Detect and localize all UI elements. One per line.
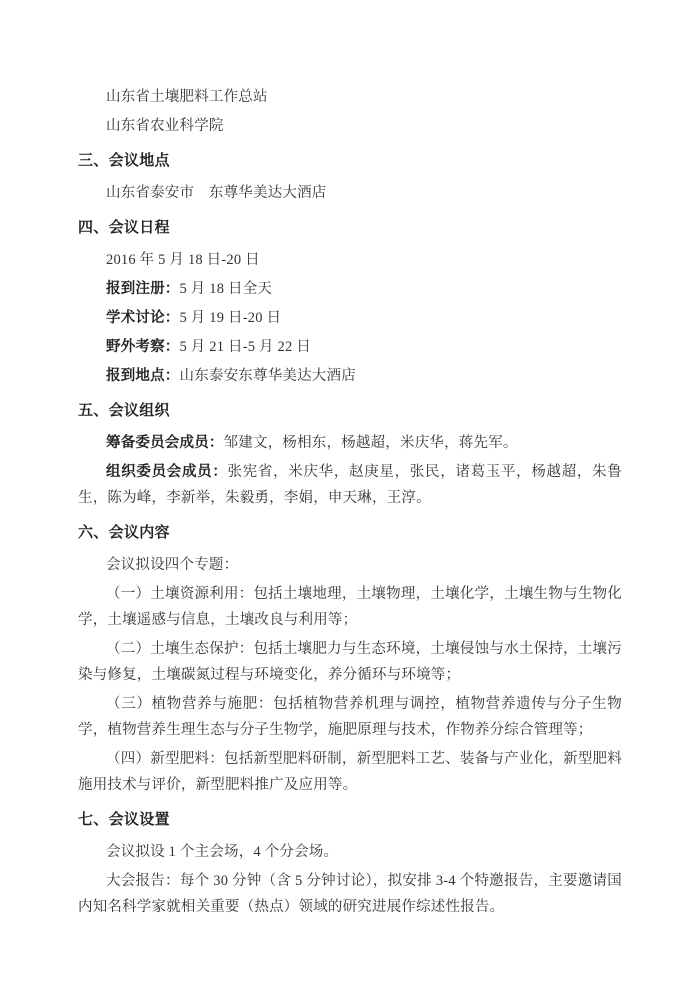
paragraph-text: 山东省土壤肥料工作总站 (106, 89, 268, 105)
paragraph-text: 5 月 18 日全天 (179, 281, 273, 297)
paragraph-text: （四）新型肥料：包括新型肥料研制，新型肥料工艺、装备与产业化，新型肥料施用技术与评价，新型肥料推广及应用等。 (78, 751, 622, 793)
section-heading (78, 520, 622, 546)
paragraph (78, 839, 622, 865)
section-heading (78, 398, 622, 424)
paragraph-text: 山东泰安东尊华美达大酒店 (179, 368, 356, 384)
paragraph-text: 2016 年 5 月 18 日-20 日 (106, 252, 260, 268)
section-heading (78, 807, 622, 833)
paragraph (78, 746, 622, 798)
paragraph-lead: 学术讨论： (106, 310, 180, 326)
paragraph-text: （二）土壤生态保护：包括土壤肥力与生态环境，土壤侵蚀与水土保持，土壤污染与修复，土壤碳氮过程与环境变化，养分循环与环境等； (78, 641, 622, 683)
paragraph-lead: 报到地点： (106, 368, 180, 384)
paragraph-text: 会议拟设 1 个主会场，4 个分会场。 (106, 844, 339, 860)
paragraph (78, 247, 622, 273)
paragraph (78, 276, 622, 302)
paragraph-text: 会议拟设四个专题： (106, 557, 239, 573)
heading-text: 三、会议地点 (78, 153, 170, 169)
paragraph-text: （三）植物营养与施肥：包括植物营养机理与调控，植物营养遗传与分子生物学，植物营养生理生态与分子生物学，施肥原理与技术，作物养分综合管理等； (78, 696, 622, 738)
heading-text: 四、会议日程 (78, 220, 170, 236)
paragraph-text: （一）土壤资源利用：包括土壤地理，土壤物理，土壤化学，土壤生物与生物化学，土壤遥感与信息，土壤改良与利用等； (78, 586, 622, 628)
paragraph-lead: 报到注册： (106, 281, 180, 297)
paragraph (78, 84, 622, 110)
paragraph-text: 5 月 21 日-5 月 22 日 (179, 339, 311, 355)
heading-text: 六、会议内容 (78, 525, 170, 541)
paragraph-lead: 野外考察： (106, 339, 180, 355)
paragraph (78, 113, 622, 139)
paragraph (78, 552, 622, 578)
paragraph (78, 691, 622, 743)
heading-text: 五、会议组织 (78, 403, 170, 419)
section-heading (78, 148, 622, 174)
paragraph-text: 大会报告：每个 30 分钟（含 5 分钟讨论），拟安排 3-4 个特邀报告，主要邀请国内知名科学家就相关重要（热点）领域的研究进展作综述性报告。 (78, 873, 622, 915)
section-heading (78, 215, 622, 241)
paragraph-text: 邹建文，杨相东，杨越超，米庆华，蒋先军。 (223, 435, 518, 451)
paragraph-text: 5 月 19 日-20 日 (179, 310, 282, 326)
paragraph (78, 868, 622, 920)
paragraph (78, 636, 622, 688)
paragraph-text: 张宪省，米庆华，赵庚星，张民，诸葛玉平，杨越超，朱鲁生，陈为峰，李新举，朱毅勇，李娟，申天琳，王淳。 (78, 464, 622, 506)
paragraph (78, 305, 622, 331)
paragraph-text: 山东省农业科学院 (106, 118, 224, 134)
paragraph (78, 430, 622, 456)
paragraph (78, 581, 622, 633)
paragraph (78, 180, 622, 206)
paragraph-lead: 筹备委员会成员： (106, 435, 224, 451)
heading-text: 七、会议设置 (78, 812, 170, 828)
paragraph (78, 334, 622, 360)
paragraph-text: 山东省泰安市 东尊华美达大酒店 (106, 185, 327, 201)
paragraph (78, 459, 622, 511)
document-body (78, 84, 622, 920)
paragraph (78, 363, 622, 389)
paragraph-lead: 组织委员会成员： (106, 464, 228, 480)
